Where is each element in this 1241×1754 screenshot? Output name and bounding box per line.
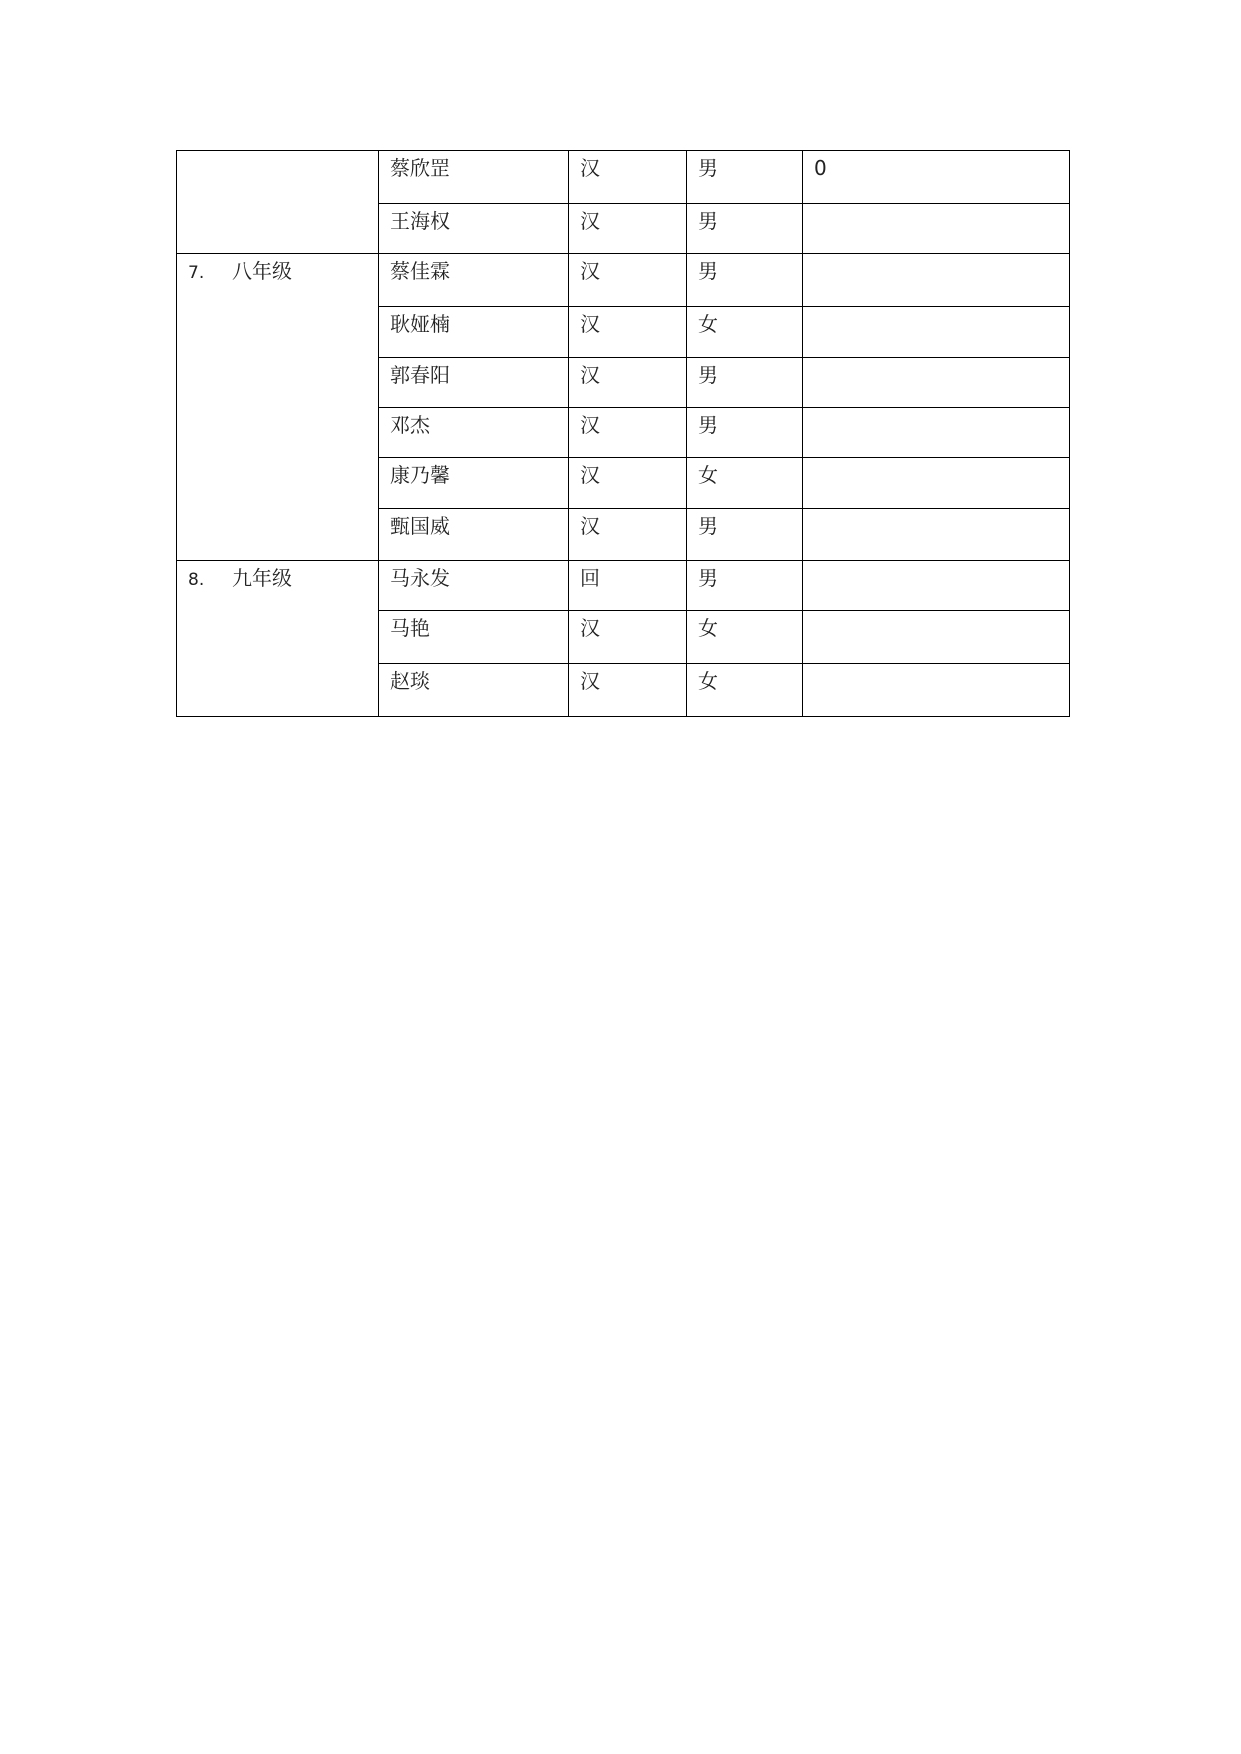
student-name: 马艳 xyxy=(379,611,569,664)
student-name: 郭春阳 xyxy=(379,358,569,408)
note-cell xyxy=(803,561,1070,611)
note-cell: 0 xyxy=(803,151,1070,204)
grade-cell xyxy=(177,561,379,717)
table-row xyxy=(177,561,1070,611)
ethnicity-cell: 汉 xyxy=(569,307,687,358)
table-row xyxy=(177,151,1070,204)
gender-cell: 男 xyxy=(687,408,803,458)
student-roster-table xyxy=(176,150,1070,717)
note-cell xyxy=(803,509,1070,561)
ethnicity-cell: 汉 xyxy=(569,664,687,717)
ethnicity-cell: 汉 xyxy=(569,408,687,458)
gender-cell: 男 xyxy=(687,254,803,307)
ethnicity-cell: 汉 xyxy=(569,151,687,204)
note-cell xyxy=(803,254,1070,307)
note-cell xyxy=(803,358,1070,408)
student-name: 马永发 xyxy=(379,561,569,611)
student-name: 蔡佳霖 xyxy=(379,254,569,307)
gender-cell: 男 xyxy=(687,509,803,561)
ethnicity-cell: 汉 xyxy=(569,254,687,307)
grade-cell xyxy=(177,254,379,561)
ethnicity-cell: 汉 xyxy=(569,458,687,509)
note-cell xyxy=(803,458,1070,509)
grade-number: 7. xyxy=(188,263,205,283)
gender-cell: 女 xyxy=(687,307,803,358)
student-name: 耿娅楠 xyxy=(379,307,569,358)
ethnicity-cell: 汉 xyxy=(569,204,687,254)
gender-cell: 女 xyxy=(687,611,803,664)
student-name: 王海权 xyxy=(379,204,569,254)
note-cell xyxy=(803,307,1070,358)
grade-label: 九年级 xyxy=(232,566,292,590)
note-cell xyxy=(803,204,1070,254)
note-cell xyxy=(803,611,1070,664)
grade-label: 八年级 xyxy=(232,259,292,283)
ethnicity-cell: 汉 xyxy=(569,358,687,408)
student-name: 赵琰 xyxy=(379,664,569,717)
student-name: 邓杰 xyxy=(379,408,569,458)
ethnicity-cell: 汉 xyxy=(569,611,687,664)
ethnicity-cell: 回 xyxy=(569,561,687,611)
ethnicity-cell: 汉 xyxy=(569,509,687,561)
student-name: 康乃馨 xyxy=(379,458,569,509)
gender-cell: 男 xyxy=(687,358,803,408)
gender-cell: 男 xyxy=(687,151,803,204)
gender-cell: 女 xyxy=(687,664,803,717)
table-row xyxy=(177,254,1070,307)
grade-cell xyxy=(177,151,379,254)
gender-cell: 男 xyxy=(687,561,803,611)
student-name: 蔡欣罡 xyxy=(379,151,569,204)
gender-cell: 男 xyxy=(687,204,803,254)
student-name: 甄国威 xyxy=(379,509,569,561)
note-cell xyxy=(803,664,1070,717)
note-cell xyxy=(803,408,1070,458)
grade-number: 8. xyxy=(188,570,205,590)
gender-cell: 女 xyxy=(687,458,803,509)
